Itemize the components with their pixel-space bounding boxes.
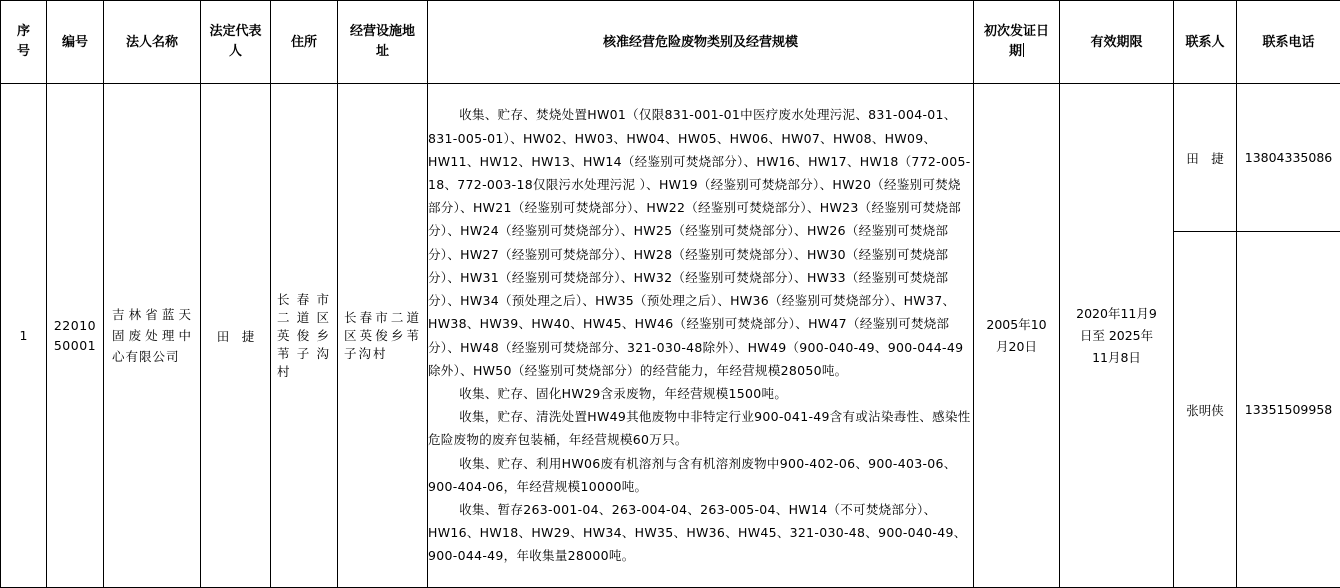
header-code: 编号 [47,1,104,84]
header-row [1,1,1340,84]
header-phone: 联系电话 [1237,1,1340,84]
header-corp-name: 法人名称 [104,1,201,84]
cell-corp-name: 吉林省蓝天固废处理中心有限公司 [104,84,201,588]
header-validity: 有效期限 [1060,1,1174,84]
cell-code: 2201050001 [47,84,104,588]
scope-paragraph: 收集，贮存、清洗处置HW49其他废物中非特定行业900-041-49含有或沾染毒性、感染性危险废物的废弃包装桶，年经营规模60万只。 [428,405,973,451]
cell-scope [428,84,974,588]
header-facility-address: 经营设施地址 [338,1,428,84]
header-contact: 联系人 [1174,1,1237,84]
scope-paragraph: 收集、贮存、焚烧处置HW01（仅限831-001-01中医疗废水处理污泥、831-004-01、831-005-01）、HW02、HW03、HW04、HW05、HW06、HW07、HW08、HW09、HW11、HW12、HW13、HW14（经鉴别可焚烧部分）、HW16、HW17、HW18（772-005-18、772-003-18仅限污水处理污泥 ）、HW19（经鉴别可焚烧部分）、HW20（经鉴别可焚烧部分）、HW21（经鉴别可焚烧部分）、HW22（经鉴别可焚烧部分）、HW23（经鉴别可焚烧部分）、HW24（经鉴别可焚烧部分）、HW25（经鉴别可焚烧部分）、HW26（经鉴别可焚烧部分）、HW27（经鉴别可焚烧部分）、HW28（经鉴别可焚烧部分）、HW30（经鉴别可焚烧部分）、HW31（经鉴别可焚烧部分）、HW32（经鉴别可焚烧部分）、HW33（经鉴别可焚烧部分）、HW34（预处理之后）、HW35（预处理之后）、HW36（经鉴别可焚烧部分）、HW37、HW38、HW39、HW40、HW45、HW46（经鉴别可焚烧部分）、HW47（经鉴别可焚烧部分）、HW48（经鉴别可焚烧部分、321-030-48除外）、HW49（900-040-49、900-044-49除外）、HW50（经鉴别可焚烧部分）的经营能力，年经营规模28050吨。 [428,103,973,381]
scope-paragraph: 收集、暂存263-001-04、263-004-04、263-005-04、HW14（不可焚烧部分）、HW16、HW18、HW29、HW34、HW35、HW36、HW45、321-030-48、900-040-49、900-044-49，年收集量28000吨。 [428,498,973,568]
cell-contact-2: 张明侠 [1174,232,1237,588]
cell-validity: 2020年11月9日至 2025年11月8日 [1060,84,1174,588]
cell-phone-2: 13351509958 [1237,232,1340,588]
header-scope: 核准经营危险废物类别及经营规模 [428,1,974,84]
header-seq: 序号 [1,1,47,84]
cell-residence: 长春市二道区英俊乡苇子沟村 [271,84,338,588]
cell-phone-1: 13804335086 [1237,84,1340,232]
header-issue-date: 初次发证日期 [974,1,1060,84]
cell-facility-address: 长春市二道区英俊乡苇子沟村 [338,84,428,588]
scope-paragraph: 收集、贮存、利用HW06废有机溶剂与含有机溶剂废物中900-402-06、900-403-06、900-404-06，年经营规模10000吨。 [428,452,973,498]
cell-contact-1: 田 捷 [1174,84,1237,232]
text-cursor [1023,43,1024,57]
data-row [1,84,1340,232]
header-residence: 住所 [271,1,338,84]
cell-issue-date: 2005年10月20日 [974,84,1060,588]
cell-legal-rep: 田 捷 [201,84,271,588]
header-legal-rep: 法定代表人 [201,1,271,84]
scope-paragraph: 收集、贮存、固化HW29含汞废物，年经营规模1500吨。 [428,382,973,405]
cell-seq: 1 [1,84,47,588]
